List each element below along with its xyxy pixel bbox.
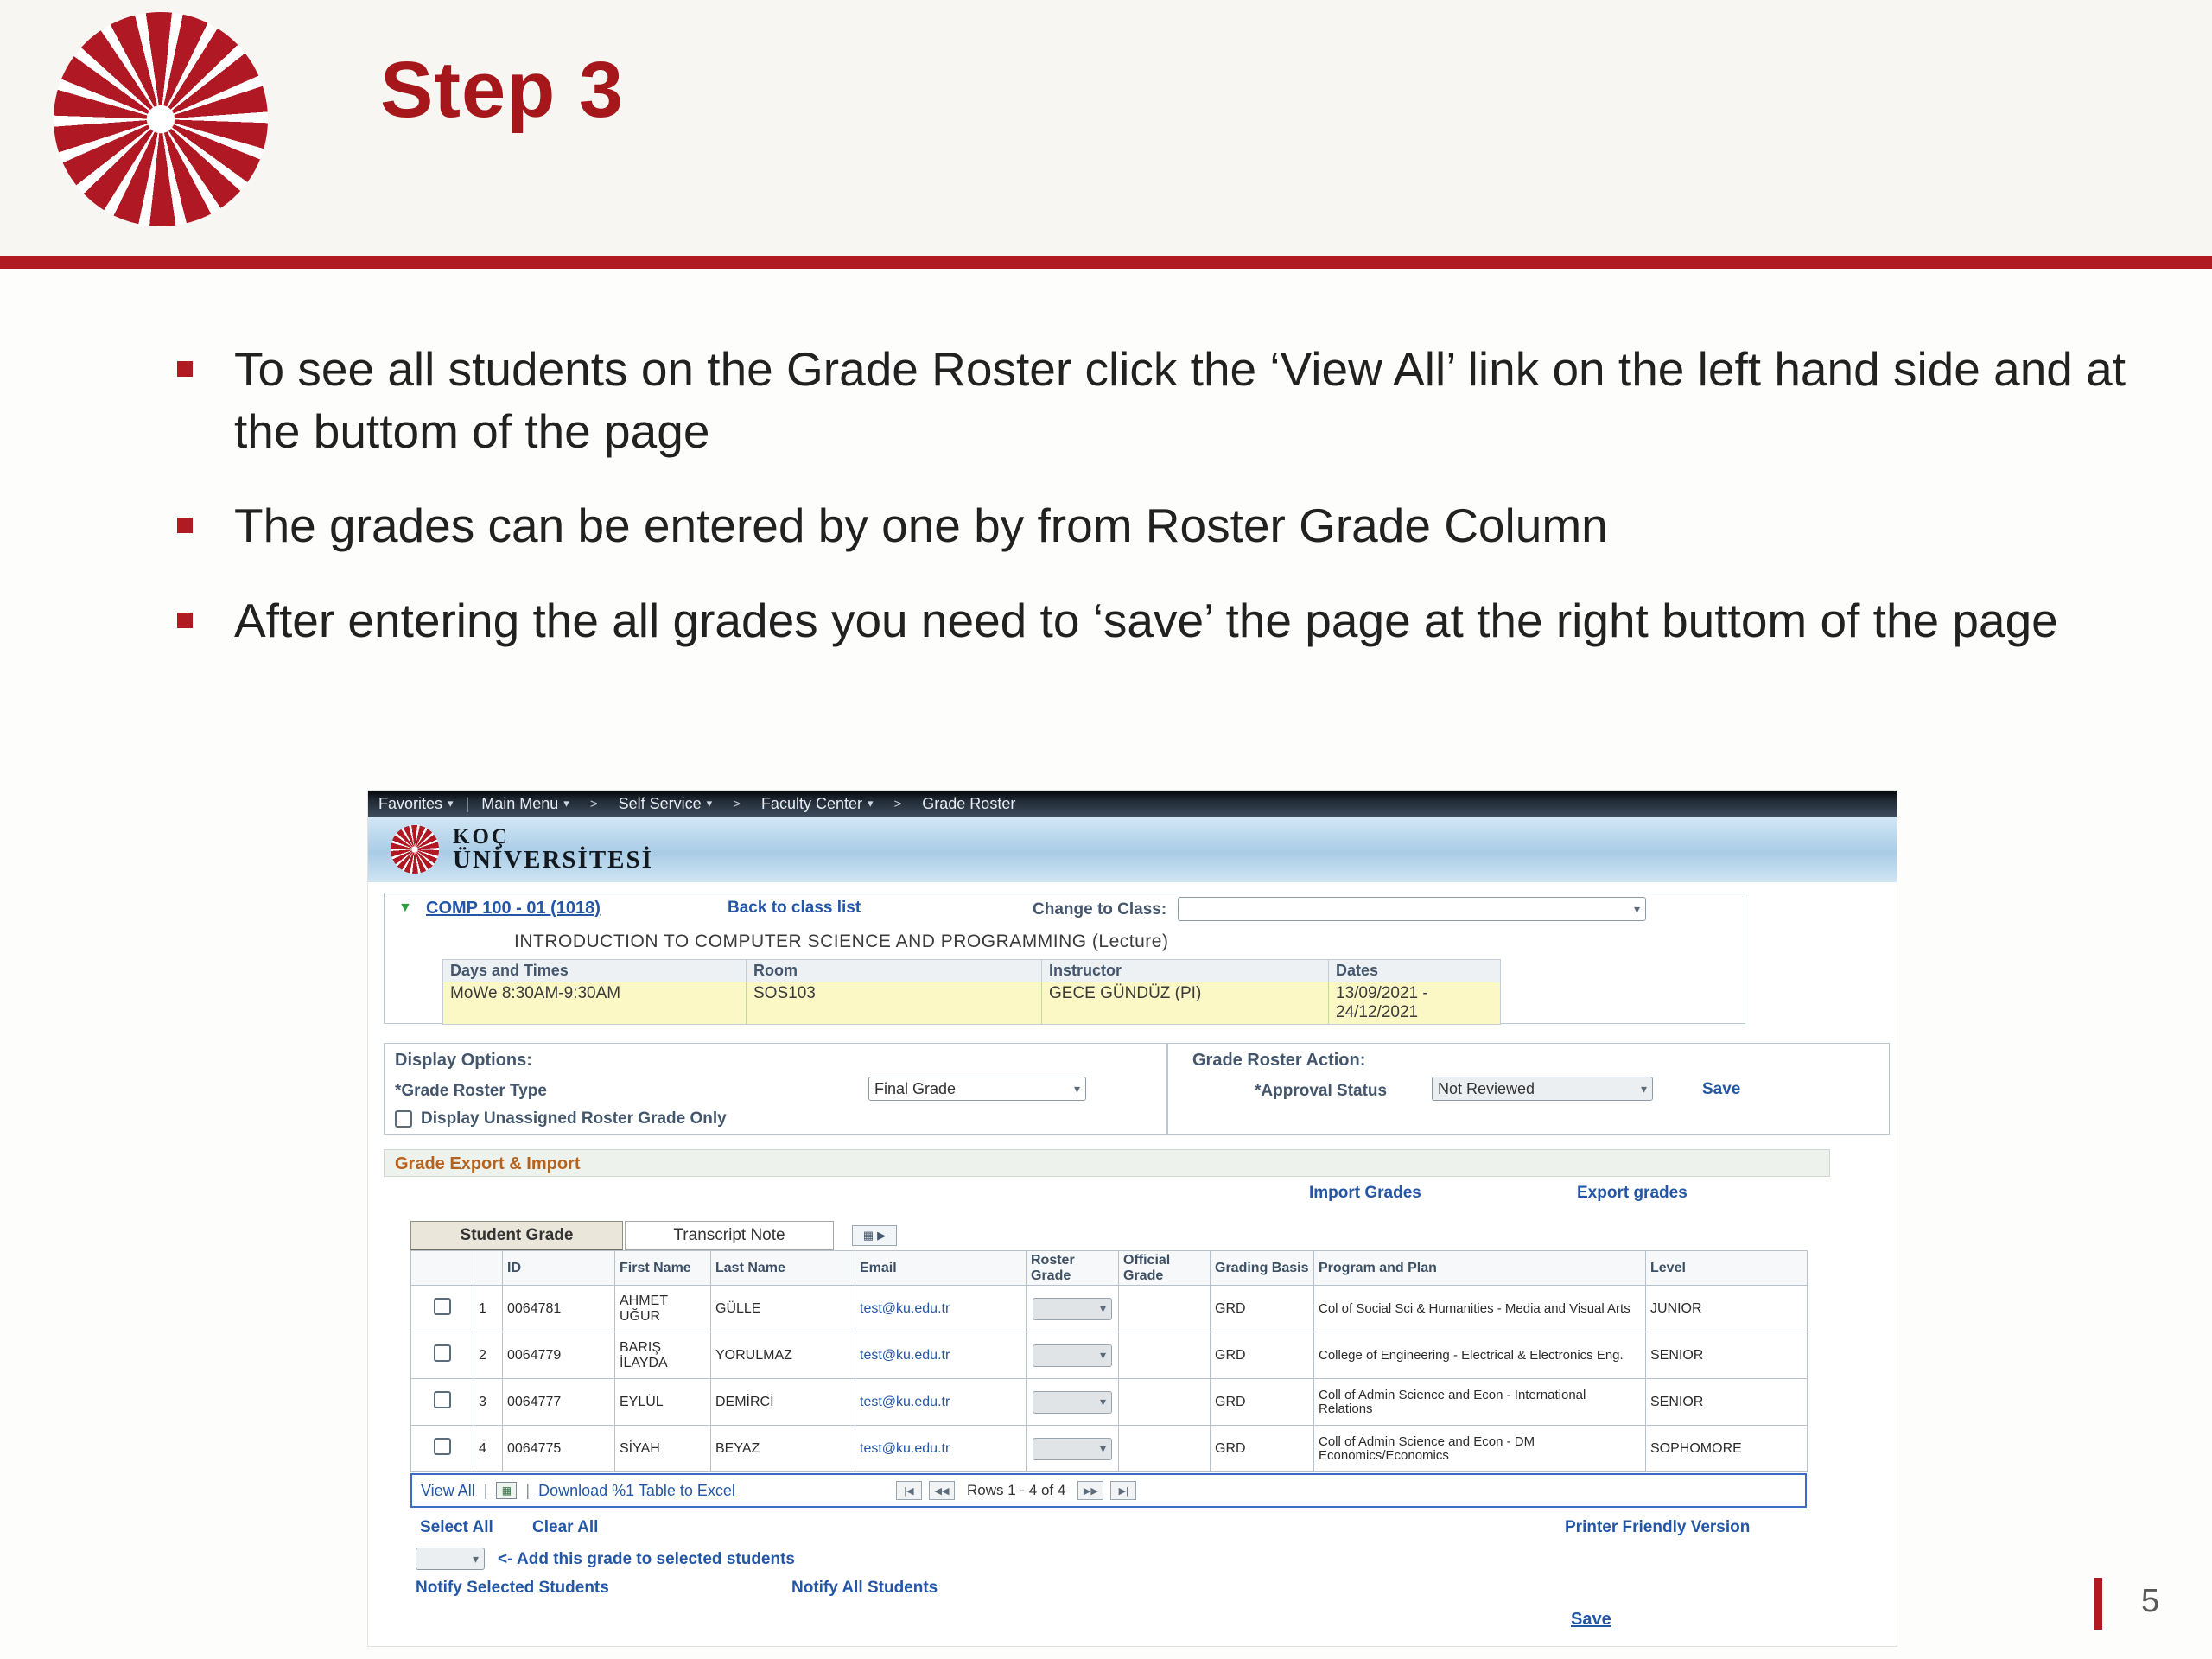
first-name: SİYAH [615,1426,711,1472]
email-link[interactable]: test@ku.edu.tr [860,1300,950,1316]
first-page-icon[interactable]: |◀ [896,1481,922,1500]
chevron-down-icon: ▾ [1633,901,1640,916]
last-name: GÜLLE [711,1286,855,1332]
col-id: ID [503,1251,615,1286]
last-name: DEMİRCİ [711,1379,855,1426]
last-name: BEYAZ [711,1426,855,1472]
student-id: 0064781 [503,1286,615,1332]
last-page-icon[interactable]: ▶| [1110,1481,1136,1500]
row-checkbox[interactable] [434,1391,451,1408]
row-number: 2 [474,1332,503,1379]
notify-selected-link[interactable]: Notify Selected Students [416,1579,609,1597]
level: SENIOR [1646,1379,1808,1426]
student-row [411,1379,1808,1426]
view-all-link[interactable]: View All [421,1481,475,1499]
schedule-data-row [443,982,1501,1025]
arrow-right-icon: ▶ [877,1229,887,1242]
brand-line1: KOÇ [453,825,510,849]
program-plan: Col of Social Sci & Humanities - Media and Visual Arts [1314,1286,1646,1332]
breadcrumb-separator: > [733,796,741,811]
nav-self-service[interactable] [619,795,713,813]
col-level: Level [1646,1251,1808,1286]
official-grade [1119,1286,1211,1332]
university-name [453,826,653,873]
export-grades-link[interactable]: Export grades [1577,1184,1688,1202]
display-options-title: Display Options: [395,1051,532,1070]
footer-accent-bar [2094,1578,2102,1630]
grading-basis: GRD [1211,1426,1314,1472]
bullet-list [168,339,2130,684]
download-excel-link[interactable]: Download %1 Table to Excel [538,1481,735,1499]
export-import-links [384,1184,1830,1206]
col-program-plan: Program and Plan [1314,1251,1646,1286]
student-grade-table [410,1250,1808,1472]
chevron-down-icon: ▾ [1099,1394,1106,1408]
chevron-down-icon: ▾ [472,1551,479,1566]
student-id: 0064779 [503,1332,615,1379]
nav-main-menu-label: Main Menu [481,794,559,812]
tab-transcript-note[interactable]: Transcript Note [625,1221,834,1250]
grading-basis: GRD [1211,1379,1314,1426]
approval-status-label: *Approval Status [1255,1082,1388,1100]
grid-icon: ▦ [862,1229,874,1242]
first-name: EYLÜL [615,1379,711,1426]
breadcrumb-bar [368,791,1897,817]
roster-grade-select[interactable] [1033,1298,1112,1320]
slide-header [0,0,2212,256]
roster-grade-select[interactable] [1033,1344,1112,1367]
grading-basis: GRD [1211,1332,1314,1379]
roster-grade-select[interactable] [1033,1438,1112,1460]
col-email: Email [855,1251,1027,1286]
days-times-value: MoWe 8:30AM-9:30AM [443,982,747,1025]
col-checkbox [411,1251,474,1286]
bullet-item-1: To see all students on the Grade Roster click the ‘View All’ link on the left hand side and at the buttom of the page [168,339,2130,462]
nav-grade-roster-label: Grade Roster [922,794,1016,812]
official-grade [1119,1379,1211,1426]
approval-status-value: Not Reviewed [1438,1079,1535,1097]
row-number: 1 [474,1286,503,1332]
nav-main-menu[interactable] [481,795,569,813]
import-grades-link[interactable]: Import Grades [1309,1184,1421,1202]
university-banner [368,817,1897,882]
roster-grade-select[interactable] [1033,1391,1112,1414]
student-row [411,1286,1808,1332]
breadcrumb-separator: > [589,796,598,811]
notify-row [368,1579,1898,1601]
clear-all-link[interactable]: Clear All [532,1518,599,1536]
selection-actions [368,1518,1898,1541]
page-number: 5 [2141,1583,2160,1619]
official-grade [1119,1332,1211,1379]
grade-roster-type-value: Final Grade [874,1079,957,1097]
row-number: 4 [474,1426,503,1472]
email-link[interactable]: test@ku.edu.tr [860,1347,950,1363]
add-grade-row [368,1548,1898,1572]
chevron-down-icon: ▾ [867,797,874,810]
unassigned-grade-option [395,1109,727,1128]
display-unassigned-checkbox[interactable] [395,1110,412,1128]
student-row [411,1426,1808,1472]
program-plan: Coll of Admin Science and Econ - DM Economics/Economics [1314,1426,1646,1472]
add-grade-label: <- Add this grade to selected students [498,1550,795,1568]
back-to-class-list-link[interactable]: Back to class list [728,899,861,917]
row-checkbox[interactable] [434,1298,451,1315]
student-row [411,1332,1808,1379]
nav-faculty-center-label: Faculty Center [760,794,862,812]
nav-faculty-center[interactable] [761,795,874,813]
last-name: YORULMAZ [711,1332,855,1379]
slide-title: Step 3 [380,46,625,134]
row-checkbox[interactable] [434,1438,451,1455]
chevron-down-icon: ▾ [1099,1347,1106,1362]
bullet-item-2: The grades can be entered by one by from Roster Grade Column [168,495,2130,557]
room-value: SOS103 [747,982,1042,1025]
program-plan: College of Engineering - Electrical & Electronics Eng. [1314,1332,1646,1379]
chevron-down-icon: ▾ [1099,1440,1106,1455]
level: SENIOR [1646,1332,1808,1379]
schedule-header-row [443,960,1501,982]
col-rownum [474,1251,503,1286]
add-grade-select[interactable] [416,1548,485,1570]
student-id: 0064775 [503,1426,615,1472]
save-button[interactable]: Save [1571,1610,1611,1629]
change-to-class-label: Change to Class: [1033,900,1167,918]
nav-favorites-label: Favorites [378,794,443,812]
change-to-class-select[interactable] [1178,897,1646,921]
program-plan: Coll of Admin Science and Econ - International Relations [1314,1379,1646,1426]
grade-roster-action-panel [1167,1043,1890,1135]
col-dates: Dates [1329,960,1501,982]
approval-status-select[interactable] [1432,1077,1653,1101]
excel-icon[interactable]: ▦ [496,1482,517,1499]
rows-count-label: Rows 1 - 4 of 4 [967,1482,1066,1498]
chevron-down-icon: ▾ [706,797,713,810]
course-link[interactable]: COMP 100 - 01 (1018) [426,899,601,918]
level: JUNIOR [1646,1286,1808,1332]
dates-value: 13/09/2021 - 24/12/2021 [1329,982,1501,1025]
class-schedule-table [442,959,1501,1025]
printer-friendly-link[interactable]: Printer Friendly Version [1565,1518,1751,1536]
breadcrumb-separator: > [893,796,902,811]
nav-self-service-label: Self Service [618,794,702,812]
next-page-icon[interactable]: ▶▶ [1077,1481,1103,1500]
class-info-panel [384,893,1745,1024]
nav-grade-roster[interactable] [922,795,1015,813]
notify-all-link[interactable]: Notify All Students [791,1579,938,1597]
student-id: 0064777 [503,1379,615,1426]
first-name: BARIŞ İLAYDA [615,1332,711,1379]
nav-separator: | [465,794,470,812]
select-all-link[interactable]: Select All [420,1518,493,1536]
pager [896,1481,1136,1500]
koc-university-logo [54,12,268,226]
chevron-down-icon: ▾ [1099,1300,1106,1315]
grade-export-import-title: Grade Export & Import [395,1154,581,1173]
footer-separator: | [525,1481,531,1499]
row-number: 3 [474,1379,503,1426]
chevron-down-icon: ▾ [1640,1081,1647,1096]
grade-roster-type-label: *Grade Roster Type [395,1082,547,1100]
chevron-down-icon: ▾ [1073,1081,1080,1096]
display-unassigned-label: Display Unassigned Roster Grade Only [421,1109,727,1128]
level: SOPHOMORE [1646,1426,1808,1472]
first-name: AHMET UĞUR [615,1286,711,1332]
bullet-item-3: After entering the all grades you need to ‘save’ the page at the right buttom of the page [168,590,2130,652]
section-expanded-icon[interactable]: ▼ [398,900,412,915]
email-link[interactable]: test@ku.edu.tr [860,1394,950,1409]
footer-separator: | [483,1481,488,1499]
tab-student-grade[interactable]: Student Grade [410,1221,623,1250]
col-roster-grade: Roster Grade [1027,1251,1119,1286]
col-last-name: Last Name [711,1251,855,1286]
grade-roster-action-title: Grade Roster Action: [1192,1051,1366,1070]
row-checkbox[interactable] [434,1344,451,1362]
nav-favorites[interactable] [378,795,454,813]
approval-save-link[interactable]: Save [1702,1080,1741,1098]
display-options-panel [384,1043,1167,1135]
col-room: Room [747,960,1042,982]
chevron-down-icon: ▾ [448,797,454,810]
col-official-grade: Official Grade [1119,1251,1211,1286]
grading-basis: GRD [1211,1286,1314,1332]
prev-page-icon[interactable]: ◀◀ [929,1481,955,1500]
koc-logo-small [391,825,439,874]
grid-footer [410,1473,1807,1508]
grade-export-import-section [384,1149,1830,1211]
email-link[interactable]: test@ku.edu.tr [860,1440,950,1456]
chevron-down-icon: ▾ [563,797,569,810]
brand-line2: ÜNİVERSİTESİ [453,846,653,874]
grade-roster-screenshot [367,790,1897,1647]
grade-roster-type-select[interactable] [868,1077,1086,1101]
col-instructor: Instructor [1042,960,1329,982]
grid-header-row [411,1251,1808,1286]
course-title: INTRODUCTION TO COMPUTER SCIENCE AND PROGRAMMING (Lecture) [514,931,1169,951]
official-grade [1119,1426,1211,1472]
instructor-value: GECE GÜNDÜZ (PI) [1042,982,1329,1025]
col-days-times: Days and Times [443,960,747,982]
grade-export-import-bar [384,1149,1830,1177]
col-grading-basis: Grading Basis [1211,1251,1314,1286]
col-first-name: First Name [615,1251,711,1286]
divider-bar [0,256,2212,269]
tab-scroll-icon[interactable] [852,1225,897,1246]
